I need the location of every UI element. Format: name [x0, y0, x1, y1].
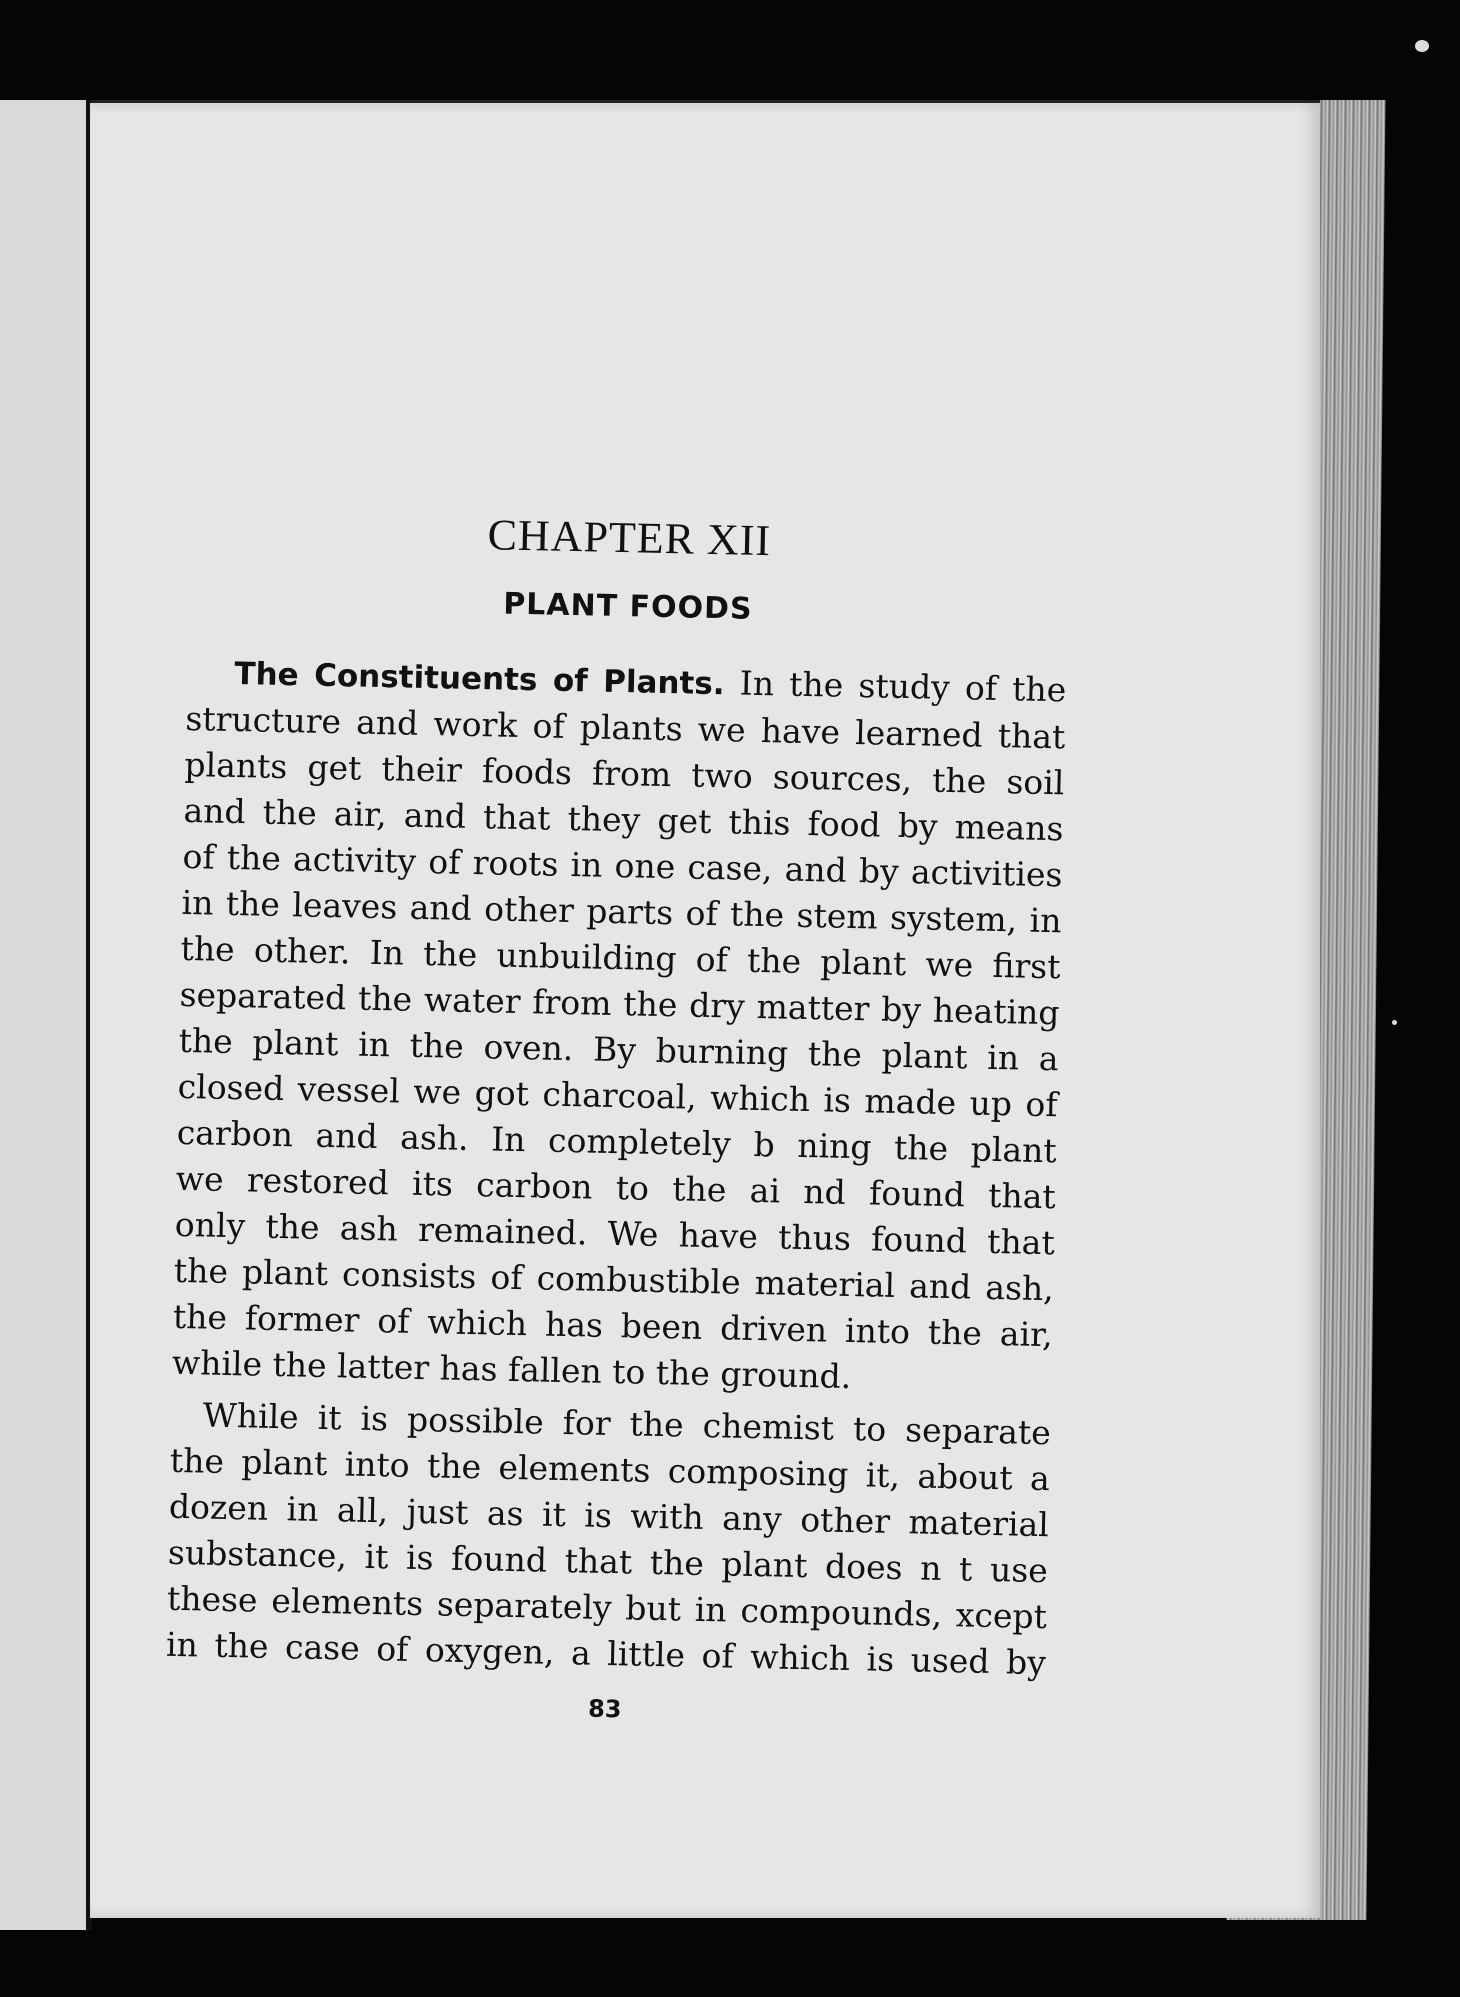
page-content — [165, 503, 1070, 1732]
dust-speck — [1392, 1020, 1397, 1025]
text-line: the former of which has been driven into the air, — [172, 1296, 1054, 1355]
text-line: plants get their foods from two sources, the soil — [184, 744, 1065, 803]
text-line: closed vessel we got charcoal, which is made up of — [177, 1066, 1058, 1125]
text-line: The Constituents of Plants. In the study of the — [234, 655, 1067, 710]
text-line: While it is possible for the chemist to separate — [202, 1395, 1052, 1453]
paragraph — [172, 649, 1067, 1404]
run-in-heading: The Constituents of Plants. — [234, 655, 725, 703]
facing-page-edge — [0, 100, 92, 1930]
text-line: the plant consists of combustible material and ash, — [173, 1250, 1055, 1309]
text-line: structure and work of plants we have learned that — [185, 698, 1066, 757]
text-line: the other. In the unbuilding of the plant we first — [180, 928, 1061, 987]
text-line: substance, it is found that the plant does n t use — [167, 1532, 1049, 1591]
chapter-subtitle: PLANT FOODS — [502, 586, 753, 627]
page-number: 83 — [587, 1694, 622, 1724]
text-line: the plant in the oven. By burning the plant in a — [178, 1020, 1059, 1079]
book-page — [90, 100, 1320, 1918]
text-line: carbon and ash. In completely b ning the plant — [176, 1112, 1058, 1171]
dust-speck — [1415, 40, 1429, 52]
text-line: dozen in all, just as it is with any other material — [168, 1486, 1050, 1545]
text-line: in the case of oxygen, a little of which is used by — [165, 1624, 1047, 1683]
paragraph — [166, 1392, 1052, 1686]
chapter-heading: CHAPTER XII — [487, 510, 772, 566]
text-line: separated the water from the dry matter by heating — [179, 974, 1060, 1033]
text-line: of the activity of roots in one case, and by activities — [182, 836, 1063, 895]
text-line: and the air, and that they get this food by means — [183, 790, 1064, 849]
text-line: only the ash remained. We have thus found that — [174, 1204, 1056, 1263]
text-line: these elements separately but in compounds, xcept — [166, 1578, 1048, 1637]
text-line: in the leaves and other parts of the stem system, in — [181, 882, 1062, 941]
text-line: we restored its carbon to the ai nd found that — [175, 1158, 1057, 1217]
text-line: while the latter has fallen to the ground. — [171, 1342, 852, 1397]
text-line: the plant into the elements composing it, about a — [169, 1440, 1051, 1499]
